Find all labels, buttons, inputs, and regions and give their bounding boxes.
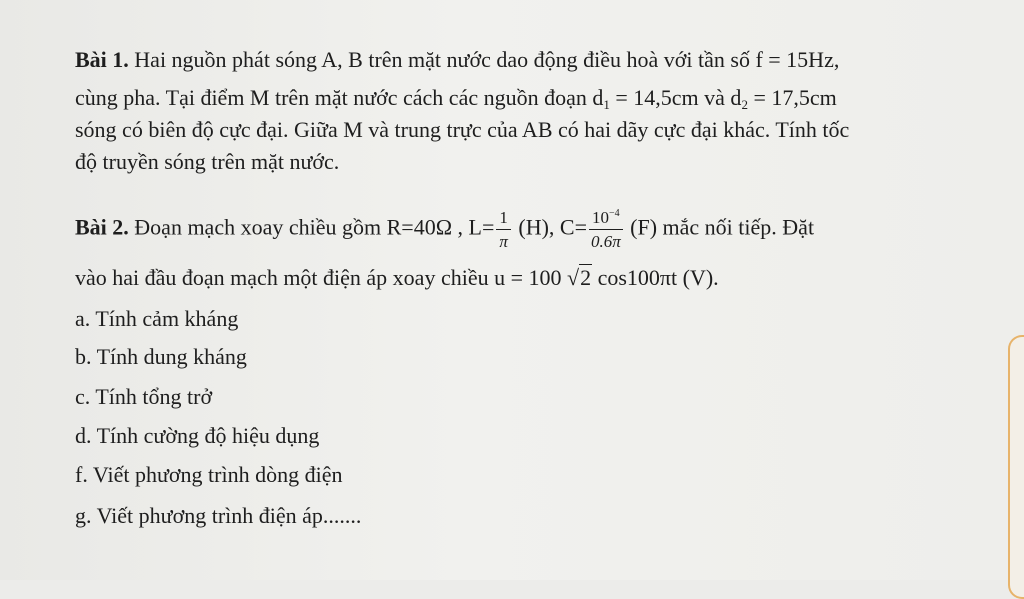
sqrt-expression [567,266,592,290]
d1-subscript: 1 [603,97,610,112]
list-item-b: b. Tính dung kháng [75,344,247,369]
problem2-text-b: (H), C= [512,214,588,240]
list-item-g: g. Viết phương trình điện áp....... [75,503,362,528]
problem1-text2c: = 17,5cm [747,85,837,110]
list-item-a: a. Tính cảm kháng [75,306,239,331]
problem2-text2b: cos100πt (V). [592,265,719,290]
problem1-line3: sóng có biên độ cực đại. Giữa M và trung trực của AB có hai dãy cực đại khác. Tính tốc [75,117,850,142]
sqrt-symbol: √ [567,265,580,290]
capacitance-numerator [589,209,623,230]
list-item-c: c. Tính tổng trở [75,384,213,409]
capacitance-denominator: 0.6π [590,232,621,251]
problem1-text1: Hai nguồn phát sóng A, B trên mặt nước dao động điều hoà với tần số f = 15Hz, [128,47,840,72]
problem1-text2b: = 14,5cm và d [609,85,742,110]
problem2-text2a: vào hai đầu đoạn mạch một điện áp xoay chiều u = 100 [75,265,567,290]
d2-subscript: 2 [741,97,748,112]
capacitance-base: 10 [592,208,610,227]
problem1-line1 [75,48,839,72]
inductance-denominator: π [499,232,508,251]
problem1-label: Bài 1. [75,47,129,72]
problem2-line1 [75,209,814,250]
problem2-line2 [75,266,719,290]
problem2-label: Bài 2. [75,214,129,240]
problem2-text-c: (F) mắc nối tiếp. Đặt [624,214,815,240]
adjacent-page-edge [1008,335,1024,599]
capacitance-fraction [589,209,623,250]
sqrt-radicand: 2 [580,265,592,290]
inductance-fraction [496,209,511,250]
problem1-line4: độ truyền sóng trên mặt nước. [75,149,340,174]
list-item-d: d. Tính cường độ hiệu dụng [75,423,320,448]
list-item-f: f. Viết phương trình dòng điện [75,462,343,487]
problem1-text2a: cùng pha. Tại điểm M trên mặt nước cách các nguồn đoạn d [75,85,604,110]
problem1-line2 [75,86,837,117]
inductance-numerator: 1 [496,209,511,230]
problem2-text-a: Đoạn mạch xoay chiều gồm R=40Ω , L= [128,214,495,240]
capacitance-exponent: −4 [609,208,620,219]
